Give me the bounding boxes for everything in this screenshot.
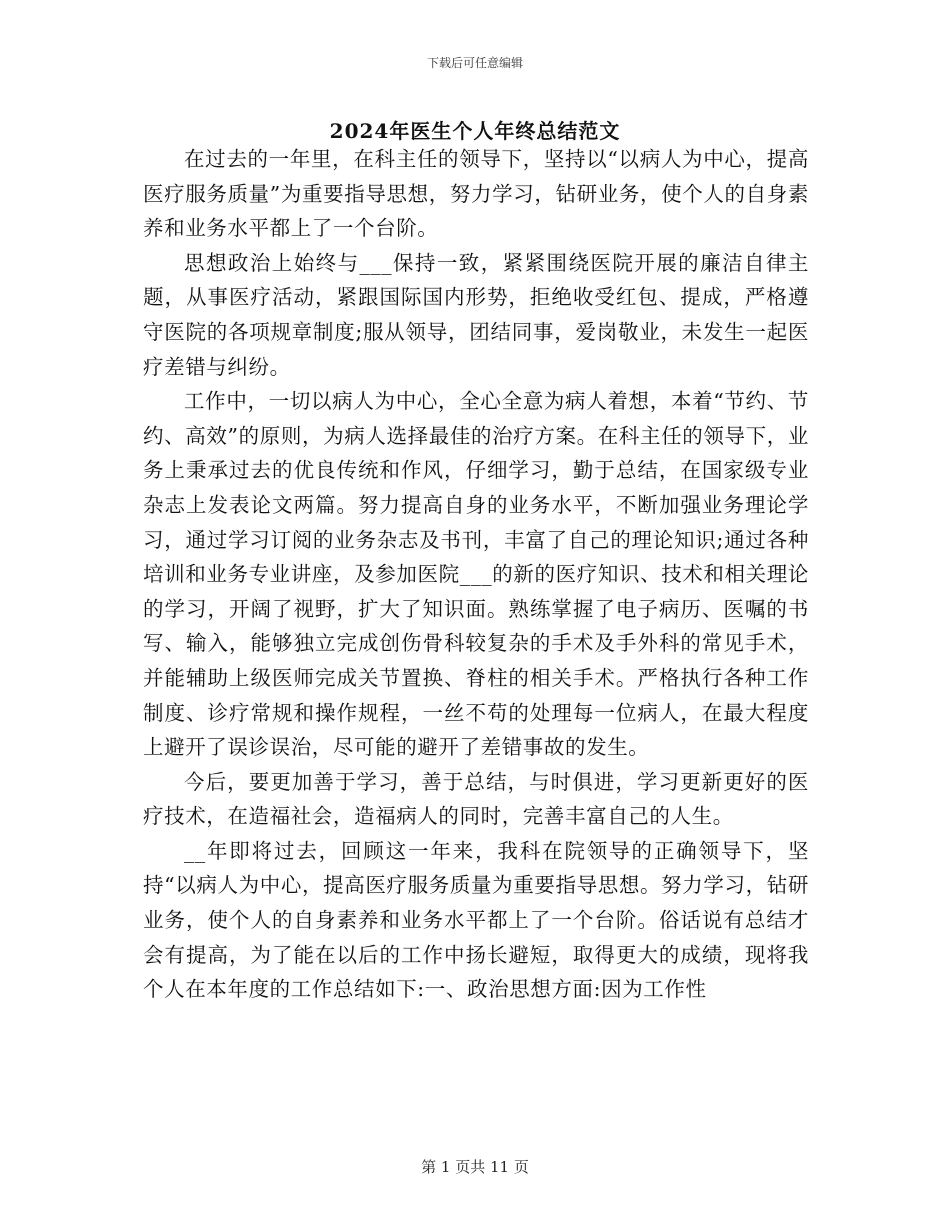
download-note: 下载后可任意编辑 — [426, 56, 523, 70]
paragraph-work: 工作中，一切以病人为中心，全心全意为病人着想，本着“节约、节约、高效”的原则，为病人选择最佳的治疗方案。在科主任的领导下，业务上秉承过去的优良传统和作风，仔细学习，勤于总结，在国家级专业杂志上发表论文两篇。努力提高自身的业务水平，不断加强业务理论学习，通过学习订阅的业务杂志及书刊，丰富了自己的理论知识;通过各种培训和业务专业讲座，及参加医院___的新的医疗知识、技术和相关理论的学习，开阔了视野，扩大了知识面。熟练掌握了电子病历、医嘱的书写、输入，能够独立完成创伤骨科较复杂的手术及手外科的常见手术，并能辅助上级医师完成关节置换、脊柱的相关手术。严格执行各种工作制度、诊疗常规和操作规程，一丝不苟的处理每一位病人，在最大程度上避开了误诊误治，尽可能的避开了差错事故的发生。 — [143, 389, 809, 760]
paragraph-year-review: __年即将过去，回顾这一年来，我科在院领导的正确领导下，坚持“以病人为中心，提高医疗服务质量为重要指导思想。努力学习，钻研业务，使个人的自身素养和业务水平都上了一个台阶。俗话说有总结才会有提高，为了能在以后的工作中扬长避短，取得更大的成绩，现将我个人在本年度的工作总结如下:一、政治思想方面:因为工作性 — [143, 838, 809, 1002]
paragraph-intro: 在过去的一年里，在科主任的领导下，坚持以“以病人为中心，提高医疗服务质量”为重要指导思想，努力学习，钻研业务，使个人的自身素养和业务水平都上了一个台阶。 — [143, 147, 809, 241]
page-indicator: 第 1 页共 11 页 — [421, 1158, 529, 1176]
document-body — [143, 142, 809, 1007]
document-title: 2024年医生个人年终总结范文 — [329, 119, 621, 143]
paragraph-politics: 思想政治上始终与___保持一致，紧紧围绕医院开展的廉洁自律主题，从事医疗活动，紧跟国际国内形势，拒绝收受红包、提成，严格遵守医院的各项规章制度;服从领导，团结同事，爱岗敬业，未发生一起医疗差错与纠纷。 — [143, 250, 809, 379]
paragraph-future: 今后，要更加善于学习，善于总结，与时俱进，学习更新更好的医疗技术，在造福社会，造福病人的同时，完善丰富自己的人生。 — [143, 769, 809, 829]
